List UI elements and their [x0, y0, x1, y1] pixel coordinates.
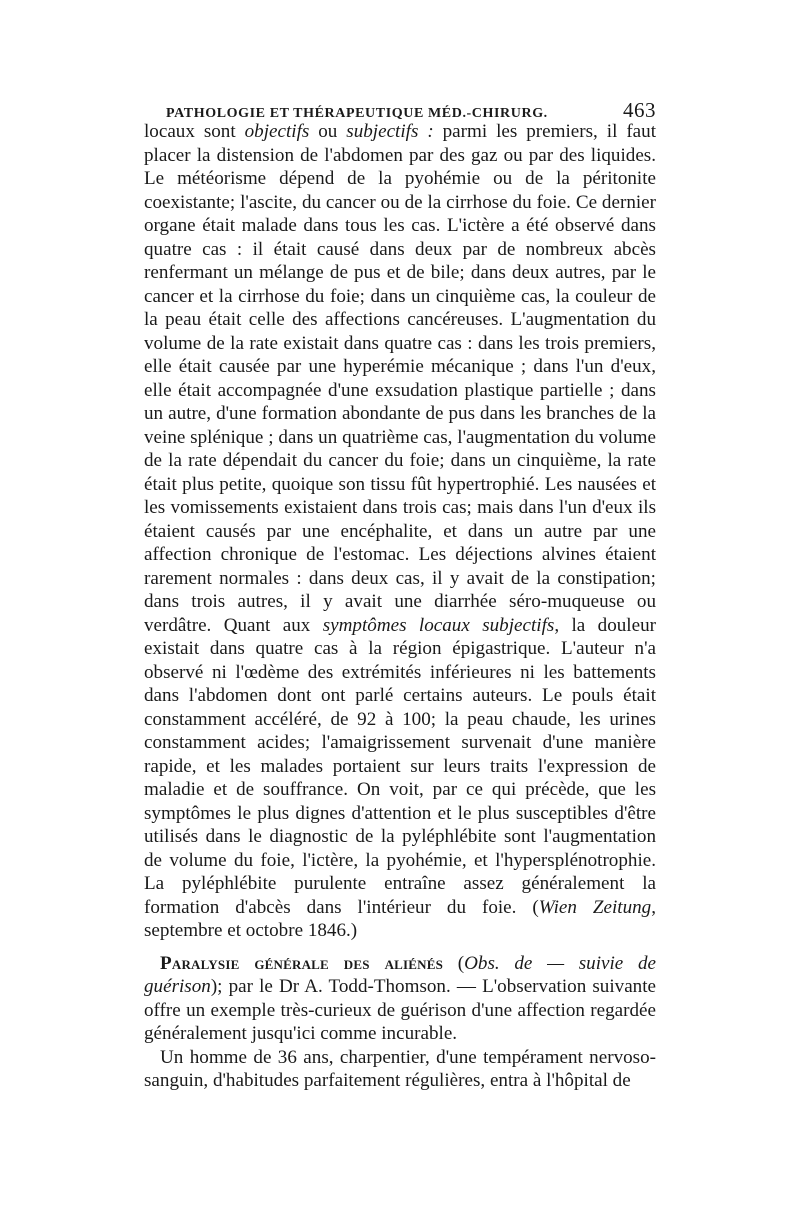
text-segment: , septembre et octobre 1846.) [144, 896, 657, 941]
italic-segment: symptômes locaux subjectifs [322, 614, 555, 636]
text-segment: , la douleur existait dans quatre cas à la région épigastrique. L'auteur n'a observé ni l'œdème des extrémités inférieures ni les battements dans l'abdomen dont ont parlé certains auteurs. Le pouls était constamment accéléré, de 92 à 100; la peau chaude, les urines constamment acides; l'amaigrissement survenait d'une manière rapide, et les malades portaient sur leurs traits l'expression de maladie et de souffrance. On voit, par ce qui précède, que les symptômes le plus dignes d'attention et le plus susceptibles d'être utilisés dans le diagnostic de la pyléphlébite sont l'augmentation de volume du foie, l'ictère, la pyohémie, et l'hypersplénotrophie. La pyléphlébite purulente entraîne assez généralement la formation d'abcès dans l'intérieur du foie. ( [144, 614, 656, 918]
paragraph-case [144, 1046, 656, 1093]
italic-segment: objectifs [244, 121, 310, 142]
running-head: PATHOLOGIE ET THÉRAPEUTIQUE MÉD.-CHIRURG. [166, 106, 548, 121]
body-text [144, 120, 656, 1093]
italic-segment: subjectifs : [346, 121, 434, 142]
text-segment: ou [309, 121, 347, 142]
italic-segment: Obs. de — suivie de guérison [144, 952, 656, 997]
text-segment: parmi les premiers, il faut placer la distension de l'abdomen par des gaz ou par des liquides. Le météorisme dépend de la pyohémie ou de la péritonite coexistante; l'ascite, du cancer ou de la cirrhose du foie. Ce dernier organe était malade dans tous les cas. L'ictère a été observé dans quatre cas : il était causé dans deux par de nombreux abcès renfermant un mélange de pus et de bile; dans deux autres, par le cancer et la cirrhose du foie; dans un cinquième cas, la couleur de la peau était celle des affections cancéreuses. L'augmentation du volume de la rate existait dans quatre cas : dans les trois premiers, elle était causée par une hyperémie mécanique ; dans l'un d'eux, elle était accompagnée d'une exsudation plastique partielle ; dans un autre, d'une formation abondante de pus dans les branches de la veine splénique ; dans un quatrième cas, l'augmentation du volume de la rate dépendait du cancer du foie; dans un cinquième, la rate était plus petite, quoique son tissu fût hypertrophié. Les nausées et les vomissements existaient dans trois cas; mais dans l'un d'eux ils étaient causés par une encéphalite, et dans un autre par une affection chronique de l'estomac. Les déjections alvines étaient rarement normales : dans deux cas, il y avait de la constipation; dans trois autres, il y avait une diarrhée séro-muqueuse ou verdâtre. Quant aux [144, 121, 656, 636]
text-segment: ); par le Dr A. Todd-Thomson. — L'observation suivante offre un exemple très-curieux de guérison d'une affection regardée généralement jusqu'ici comme incurable. [144, 976, 656, 1044]
citation-source: Wien Zeitung [538, 896, 652, 918]
section-title: Paralysie générale des aliénés [160, 952, 444, 974]
text-segment: ( [443, 952, 465, 974]
paragraph-pyelophlebitis [144, 120, 656, 943]
text-segment: Un homme de 36 ans, charpentier, d'une tempérament nervoso-sanguin, d'habitudes parfaitement régulières, entra à l'hôpital de [144, 1046, 656, 1091]
text-segment: locaux sont [144, 121, 245, 142]
paragraph-paralysie [144, 952, 656, 1046]
page-number: 463 [623, 98, 656, 122]
